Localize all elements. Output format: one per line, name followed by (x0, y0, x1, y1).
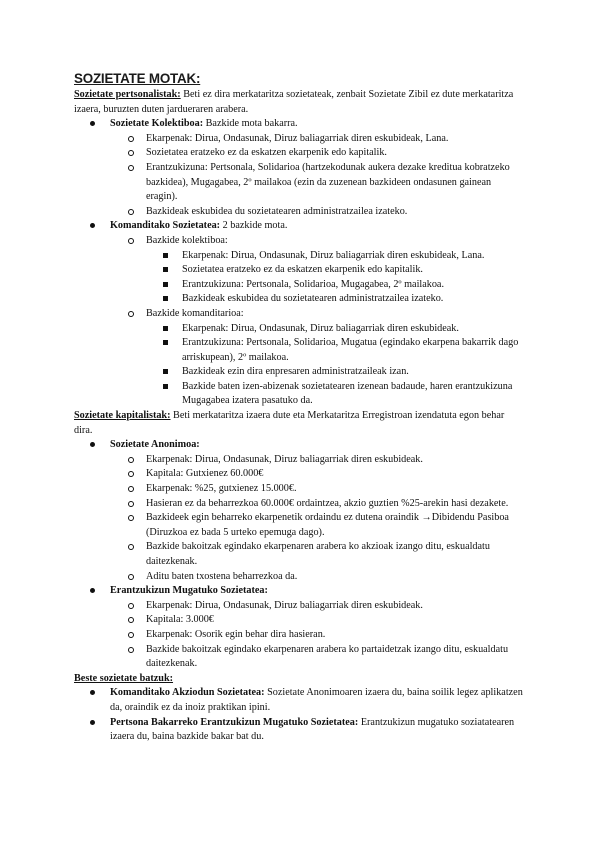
item-text: Sozietatea eratzeko ez da eskatzen ekarpenik edo kapitalik. (182, 264, 423, 276)
list-item (74, 511, 524, 540)
bullet-disc-icon (90, 442, 95, 447)
bullet-circle-icon (128, 617, 134, 623)
item-label: Komanditako Sozietatea: (110, 220, 221, 232)
item-text: Ekarpenak: Dirua, Ondasunak, Diruz baliagarriak diren eskubideak, Lana. (146, 132, 449, 144)
section-intro: Beti ez dira merkataritza sozietateak, zenbait Sozietate Zibil ez dute merkataritza izaera, buruzten duten jardueraren arabera. (74, 89, 514, 115)
bullet-circle-icon (128, 647, 134, 653)
list-item (74, 628, 524, 643)
bullet-circle-icon (128, 486, 134, 492)
list-item (74, 205, 524, 220)
list-item (74, 292, 524, 307)
section-kapitalistak (74, 409, 524, 438)
item-text: Erantzukizuna: Pertsonala, Solidarioa, Mugatua (egindako ekarpena bakarrik dago arriskupean), 2º mailakoa. (182, 337, 519, 363)
item-text: Bazkideak ezin dira enpresaren administratzaileak izan. (182, 366, 409, 378)
list-item-anonimoa (74, 438, 524, 453)
item-label: Sozietate Kolektiboa: (110, 118, 204, 130)
item-text: Kapitala: Gutxienez 60.000€ (146, 468, 264, 480)
list-item (74, 146, 524, 161)
list-item (74, 336, 524, 365)
item-text: Hasieran ez da beharrezkoa 60.000€ ordaintzea, akzio guztien %25-arekin hasi dezakete. (146, 497, 509, 509)
list-item-komanditakoa (74, 219, 524, 234)
bullet-circle-icon (128, 574, 134, 580)
list-item (74, 322, 524, 337)
bullet-disc-icon (90, 720, 95, 725)
bullet-circle-icon (128, 501, 134, 507)
item-label: Sozietate Anonimoa: (110, 439, 200, 451)
item-text: Bazkide komanditarioa: (146, 307, 244, 319)
section-beste (74, 672, 524, 687)
item-text: Bazkide bakoitzak egindako ekarpenaren arabera ko partaidetzak izango ditu, eskualdatu daitezkenak. (146, 643, 509, 670)
item-text: Erantzukizuna: Pertsonala, Solidarioa (hartzekodunak aukera dezake kreditua kobratzeko bazkidea), Mugagabea, 2º mailakoa (ezin da zuzenean bazkideen ondasunen gainean eragin). (146, 161, 510, 203)
bullet-square-icon (163, 267, 168, 272)
item-label: Erantzukizun Mugatuko Sozietatea: (110, 585, 268, 597)
bullet-circle-icon (128, 209, 134, 215)
bullet-disc-icon (90, 588, 95, 593)
list-item (74, 453, 524, 468)
list-item (74, 686, 524, 715)
list-item (74, 249, 524, 264)
list-item (74, 497, 524, 512)
item-text: Kapitala: 3.000€ (146, 614, 214, 626)
section-pertsonalistak (74, 88, 524, 117)
section-intro: Beti merkataritza izaera dute eta Merkataritza Erregistroan izendatuta egon behar dira. (74, 410, 505, 436)
list-item (74, 365, 524, 380)
bullet-circle-icon (128, 457, 134, 463)
item-label: Komanditako Akziodun Sozietatea: (110, 687, 265, 699)
list-level1 (74, 117, 524, 409)
item-text: Bazkide baten izen-abizenak sozietatearen izenean badaude, haren erantzukizuna Mugagabea izatera pasatuko da. (182, 380, 513, 407)
bullet-disc-icon (90, 223, 95, 228)
bullet-square-icon (163, 340, 168, 345)
bullet-circle-icon (128, 238, 134, 244)
list-item (74, 467, 524, 482)
list-item (74, 482, 524, 497)
item-text: Bazkide mota bakarra. (203, 118, 298, 130)
list-item-kolektiboa (74, 117, 524, 132)
section-heading: Sozietate kapitalistak: (74, 410, 171, 422)
bullet-square-icon (163, 369, 168, 374)
list-level1 (74, 438, 524, 672)
item-text: Ekarpenak: Dirua, Ondasunak, Diruz baliagarriak diren eskubideak. (146, 453, 423, 465)
item-text: Ekarpenak: Dirua, Ondasunak, Diruz baliagarriak diren eskubideak. (146, 599, 423, 611)
bullet-circle-icon (128, 311, 134, 317)
bullet-square-icon (163, 253, 168, 258)
section-heading: Beste sozietate batzuk: (74, 672, 174, 684)
item-text: Ekarpenak: Dirua, Ondasunak, Diruz baliagarriak diren eskubideak. (182, 322, 459, 334)
item-text: Ekarpenak: Osorik egin behar dira hasieran. (146, 628, 326, 640)
page-title: SOZIETATE MOTAK: (74, 71, 201, 86)
list-item (74, 599, 524, 614)
bullet-disc-icon (90, 121, 95, 126)
bullet-circle-icon (128, 544, 134, 550)
bullet-circle-icon (128, 632, 134, 638)
list-item-mugatua (74, 584, 524, 599)
bullet-square-icon (163, 326, 168, 331)
item-text: Aditu baten txostena beharrezkoa da. (146, 570, 298, 582)
item-text: Sozietate Anonimoaren izaera du, baina soilik legez aplikatzen da, oraindik ez da inoiz praktikan ipini. (110, 687, 523, 713)
bullet-circle-icon (128, 471, 134, 477)
bullet-square-icon (163, 282, 168, 287)
bullet-square-icon (163, 296, 168, 301)
list-item (74, 380, 524, 409)
list-item (74, 570, 524, 585)
list-level1 (74, 686, 524, 744)
document-content (74, 70, 524, 745)
bullet-circle-icon (128, 603, 134, 609)
list-item (74, 716, 524, 745)
item-text: Bazkideak eskubidea du sozietatearen administratzailea izateko. (182, 293, 444, 305)
item-text: Ekarpenak: Dirua, Ondasunak, Diruz baliagarriak diren eskubideak, Lana. (182, 249, 485, 261)
bullet-circle-icon (128, 515, 134, 521)
item-text: Bazkide kolektiboa: (146, 234, 228, 246)
list-item (74, 263, 524, 278)
list-item (74, 234, 524, 249)
item-text: 2 bazkide mota. (220, 220, 288, 232)
item-label: Pertsona Bakarreko Erantzukizun Mugatuko Sozietatea: (110, 716, 359, 728)
list-item (74, 643, 524, 672)
item-text: Bazkide bakoitzak egindako ekarpenaren arabera ko akzioak izango ditu, eskualdatu daitezkenak. (146, 541, 490, 567)
list-item (74, 307, 524, 322)
item-text: Bazkideek egin beharreko ekarpenetik ordaindu ez dutena oraindik →Dibidendu Pasiboa (Diruzkoa ez bada 5 urteko epemuga dago). (146, 512, 509, 538)
list-item (74, 278, 524, 293)
item-text: Erantzukizun mugatuko soziatatearen izaera du, baina bazkide bakar bat du. (110, 716, 515, 743)
item-text: Ekarpenak: %25, gutxienez 15.000€. (146, 483, 297, 495)
item-text: Sozietatea eratzeko ez da eskatzen ekarpenik edo kapitalik. (146, 147, 387, 159)
bullet-disc-icon (90, 690, 95, 695)
list-item (74, 613, 524, 628)
list-item (74, 161, 524, 205)
bullet-square-icon (163, 384, 168, 389)
bullet-circle-icon (128, 136, 134, 142)
section-heading: Sozietate pertsonalistak: (74, 89, 181, 100)
item-text: Erantzukizuna: Pertsonala, Solidarioa, Mugagabea, 2º mailakoa. (182, 278, 445, 290)
bullet-circle-icon (128, 150, 134, 156)
list-item (74, 540, 524, 569)
list-item (74, 132, 524, 147)
item-text: Bazkideak eskubidea du sozietatearen administratzailea izateko. (146, 205, 408, 217)
bullet-circle-icon (128, 165, 134, 171)
